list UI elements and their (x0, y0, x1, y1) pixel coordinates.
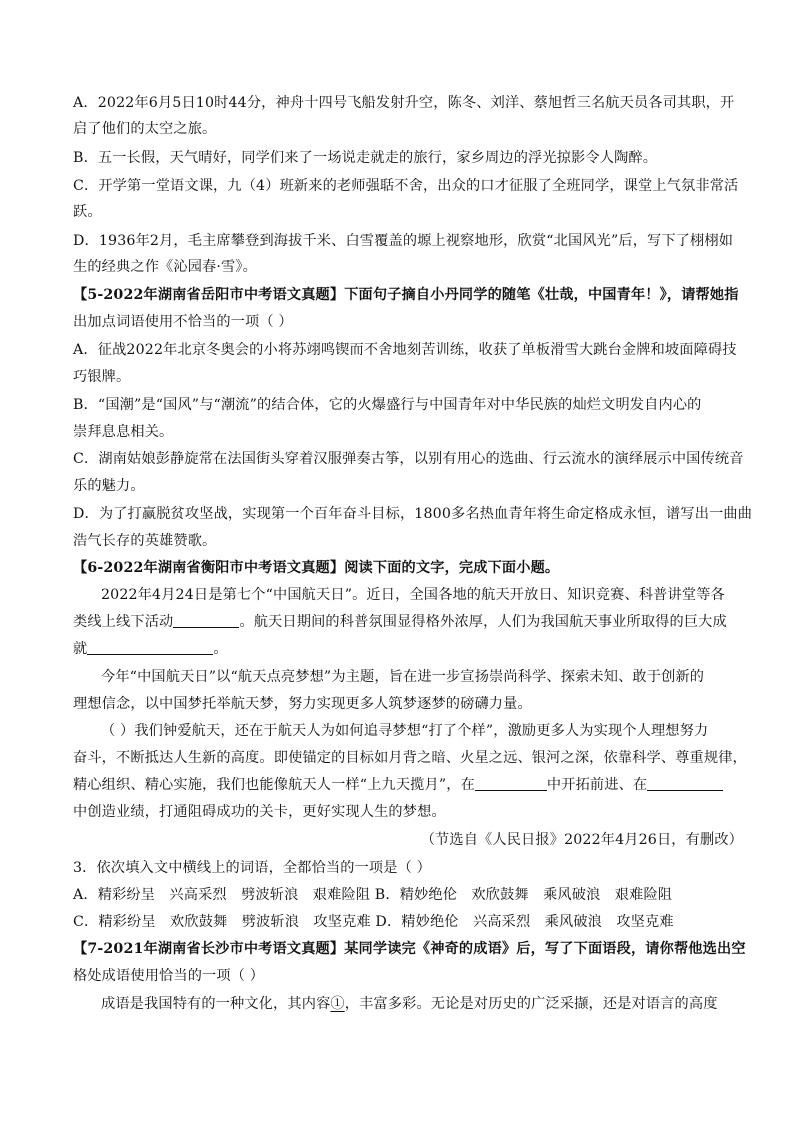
passage-text: ，丰富多彩。无论是对历史的广泛采撷，还是对语言的高度 (344, 996, 718, 1012)
fill-blank-1 (173, 610, 239, 628)
passage-text: 中开拓前进、在 (546, 777, 648, 793)
question-7-prompt: 格处成语使用恰当的一项（ ） (73, 968, 265, 984)
question-5-heading: 【5-2022年湖南省岳阳市中考语文真题】下面句子摘自小丹同学的随笔《壮哉，中国青年！》，请帮她指 (73, 287, 739, 303)
option-c-line-2: 跃。 (73, 204, 102, 220)
question-7-passage-line-1 (101, 991, 725, 1017)
q5-option-a-line-2: 巧银牌。 (73, 369, 131, 385)
passage-para-3-line-3 (73, 772, 725, 798)
passage-para-2-line-2: 理想信念，以中国梦托举航天梦，努力实现更多人筑梦逐梦的磅礴力量。 (73, 696, 532, 712)
q5-option-c-line-2: 乐的魅力。 (73, 478, 145, 494)
option-a-line-2: 启了他们的太空之旅。 (73, 121, 217, 137)
passage-para-3-line-2: 奋斗，不断抵达人生新的高度。即使锚定的目标如月背之暗、火星之远、银河之深，依靠科学、尊重规律， (73, 750, 747, 766)
passage-para-3-line-1: （ ）我们钟爱航天，还在于航天人为如何追寻梦想“打了个样”，激励更多人为实现个人理想努力 (101, 723, 709, 739)
passage-para-1-line-3 (73, 636, 725, 662)
option-c-line-1: C．开学第一堂语文课，九（4）班新来的老师强聒不舍，出众的口才征服了全班同学，课堂上气氛非常活 (73, 178, 739, 194)
question-6-heading: 【6-2022年湖南省衡阳市中考语文真题】阅读下面的文字，完成下面小题。 (73, 560, 560, 576)
passage-para-1-line-2 (73, 609, 725, 635)
q5-option-a-line-1: A．征战2022年北京冬奥会的小将苏翊鸣锲而不舍地刻苦训练，收获了单板滑雪大跳台金牌和坡面障碍技 (73, 342, 737, 358)
option-b-line: B．五一长假，天气晴好，同学们来了一场说走就走的旅行，家乡周边的浮光掠影令人陶醉。 (73, 150, 658, 166)
q5-option-b-line-2: 崇拜息息相关。 (73, 424, 174, 440)
fill-blank-2 (87, 637, 213, 655)
question-3-options-cd: C．精彩纷呈 欢欣鼓舞 劈波斩浪 攻坚克难 D．精妙绝伦 兴高采烈 乘风破浪 攻坚克难 (73, 914, 674, 930)
option-d-line-2: 生的经典之作《沁园春·雪》。 (73, 259, 257, 275)
option-a-line-1: A．2022年6月5日10时44分，神舟十四号飞船发射升空，陈冬、刘洋、蔡旭哲三名航天员各司其职，开 (73, 95, 735, 111)
q5-option-d-line-2: 浩气长存的英雄赞歌。 (73, 533, 217, 549)
q5-option-d-line-1: D．为了打赢脱贫攻坚战，实现第一个百年奋斗目标，1800多名热血青年将生命定格成永恒，谱写出一曲曲 (73, 506, 753, 522)
passage-text: 成语是我国特有的一种文化，其内容 (101, 996, 331, 1012)
question-5-prompt: 出加点词语使用不恰当的一项（ ） (73, 314, 293, 330)
q5-option-c-line-1: C．湖南姑娘彭静旋常在法国街头穿着汉服弹奏古筝，以别有用心的选曲、行云流水的演绎展示中国传统音 (73, 451, 744, 467)
passage-text: 类线上线下活动 (73, 614, 174, 630)
fill-blank-3 (475, 773, 547, 791)
option-d-line-1: D．1936年2月，毛主席攀登到海拔千米、白雪覆盖的塬上视察地形，欣赏“北国风光”后，写下了栩栩如 (73, 233, 734, 249)
q5-option-b-line-1: B．“国潮”是“国风”与“潮流”的结合体，它的火爆盛行与中国青年对中华民族的灿烂文明发自内心的 (73, 397, 702, 413)
passage-para-2-line-1: 今年“中国航天日”以“航天点亮梦想”为主题，旨在进一步宣扬崇尚科学、探索未知、敢于创新的 (101, 669, 705, 685)
passage-text: 就 (73, 641, 88, 657)
fill-blank-4 (647, 773, 723, 791)
passage-para-1-line-1: 2022年4月24日是第七个“中国航天日”。近日，全国各地的航天开放日、知识竞赛、科普讲堂等各 (101, 587, 725, 603)
passage-text: 。航天日期间的科普氛围显得格外浓厚，人们为我国航天事业所取得的巨大成 (239, 614, 727, 630)
question-3-options-ab: A．精彩纷呈 兴高采烈 劈波斩浪 艰难险阻 B．精妙绝伦 欢欣鼓舞 乘风破浪 艰难险阻 (73, 887, 673, 903)
question-3-prompt: 3．依次填入文中横线上的词语，全都恰当的一项是（ ） (73, 860, 431, 876)
blank-marker-1: ① (330, 996, 345, 1012)
passage-para-3-line-4: 中创造业绩，打通阻碍成功的关卡，更好实现人生的梦想。 (73, 804, 446, 820)
passage-text: 精心组织、精心实施，我们也能像航天人一样“上九天揽月”，在 (73, 777, 475, 793)
passage-text: 。 (213, 641, 228, 657)
question-7-heading: 【7-2021年湖南省长沙市中考语文真题】某同学读完《神奇的成语》后，写了下面语段，请你帮他选出空 (73, 941, 746, 957)
passage-source: （节选自《人民日报》2022年4月26日，有删改） (420, 832, 743, 848)
